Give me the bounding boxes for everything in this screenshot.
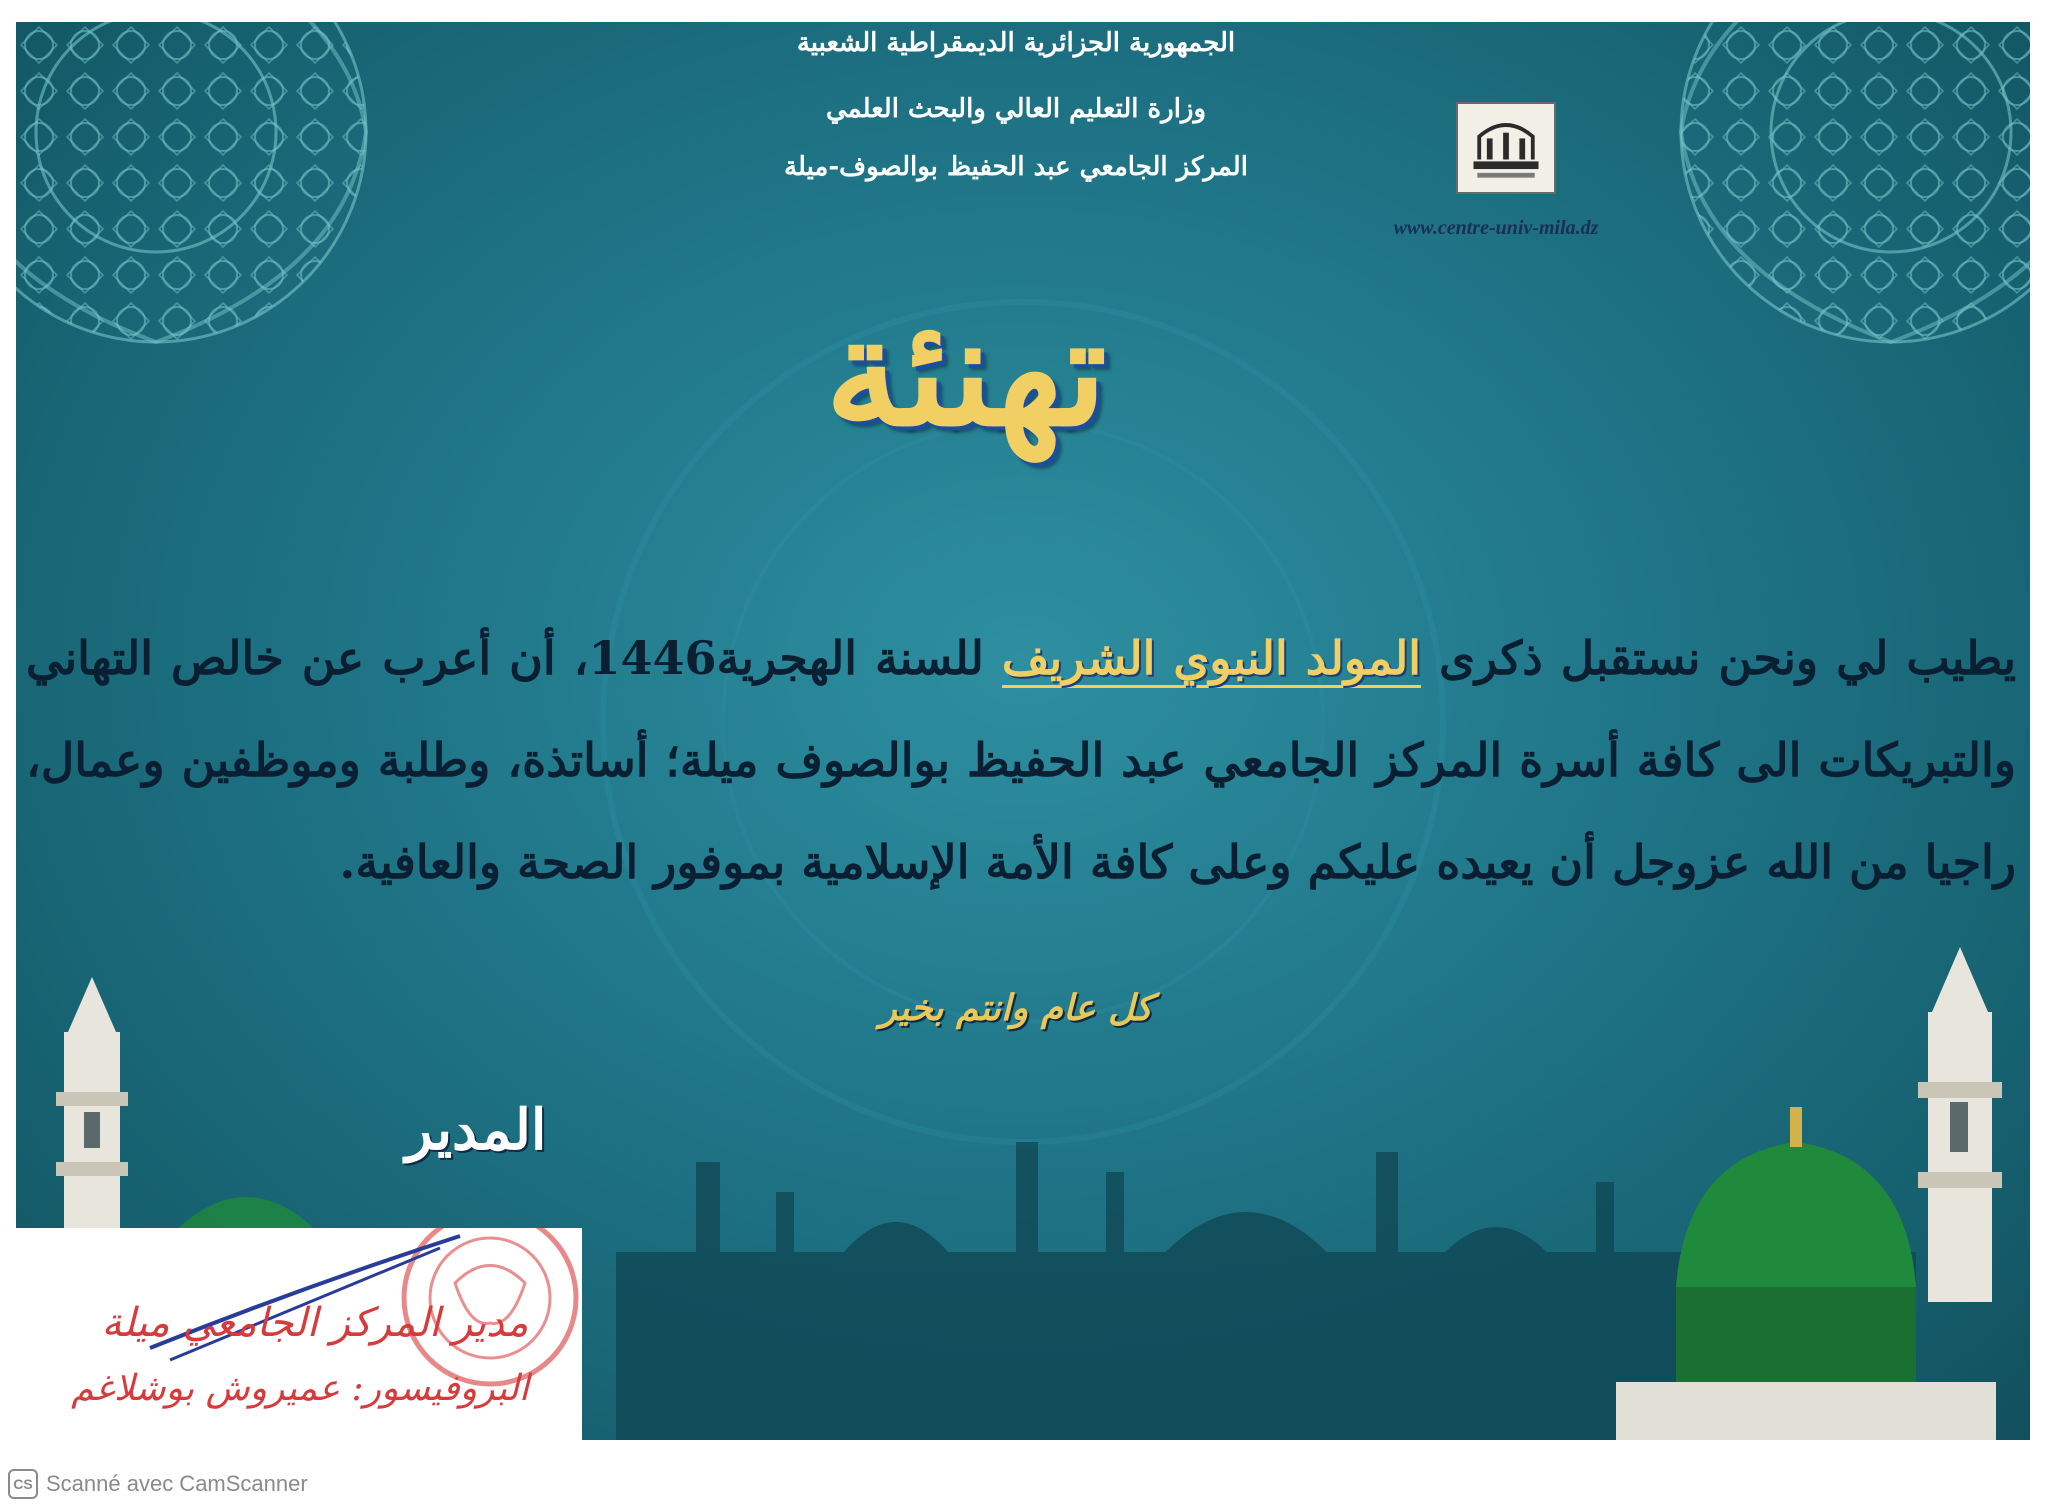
camscanner-watermark xyxy=(8,1466,308,1502)
rosette-top-left xyxy=(16,22,366,342)
page-title: تهنئة xyxy=(825,284,1107,460)
director-label: المدير xyxy=(405,1097,547,1163)
body-part-2: للسنة الهجرية1446، أن أعرب عن خالص التهاني والتبريكات الى كافة أسرة المركز الجامعي عبد الحفيظ بوالصوف ميلة؛ أساتذة، وطلبة وموظفين وعمال، راجيا من الله عزوجل أن يعيده عليكم وعلى كافة الأمة الإسلامية بموفور الصحة والعافية. xyxy=(26,631,2016,889)
camscanner-text: Scanné avec CamScanner xyxy=(46,1471,308,1496)
body-part-1: يطيب لي ونحن نستقبل ذكرى xyxy=(1421,631,2017,685)
minaret-right xyxy=(1918,947,2002,1302)
body-highlight: المولد النبوي الشريف xyxy=(1002,631,1421,688)
minaret-left xyxy=(56,977,128,1252)
ministry-name: وزارة التعليم العالي والبحث العلمي xyxy=(825,94,1207,124)
camscanner-icon: CS xyxy=(8,1469,38,1499)
stamp-title: مدير المركز الجامعي ميلة xyxy=(101,1300,529,1346)
republic-name: الجمهورية الجزائرية الديمقراطية الشعبية xyxy=(796,28,1236,58)
university-logo xyxy=(1456,102,1556,194)
wish-line: كل عام وانتم بخير xyxy=(879,987,1153,1029)
website-url: www.centre-univ-mila.dz xyxy=(1393,217,1599,239)
stamp-name: البروفيسور: عميروش بوشلاغم xyxy=(71,1368,529,1409)
greeting-body xyxy=(26,607,2016,913)
rosette-top-right xyxy=(1681,22,2030,342)
center-name: المركز الجامعي عبد الحفيظ بوالصوف-ميلة xyxy=(784,152,1248,182)
